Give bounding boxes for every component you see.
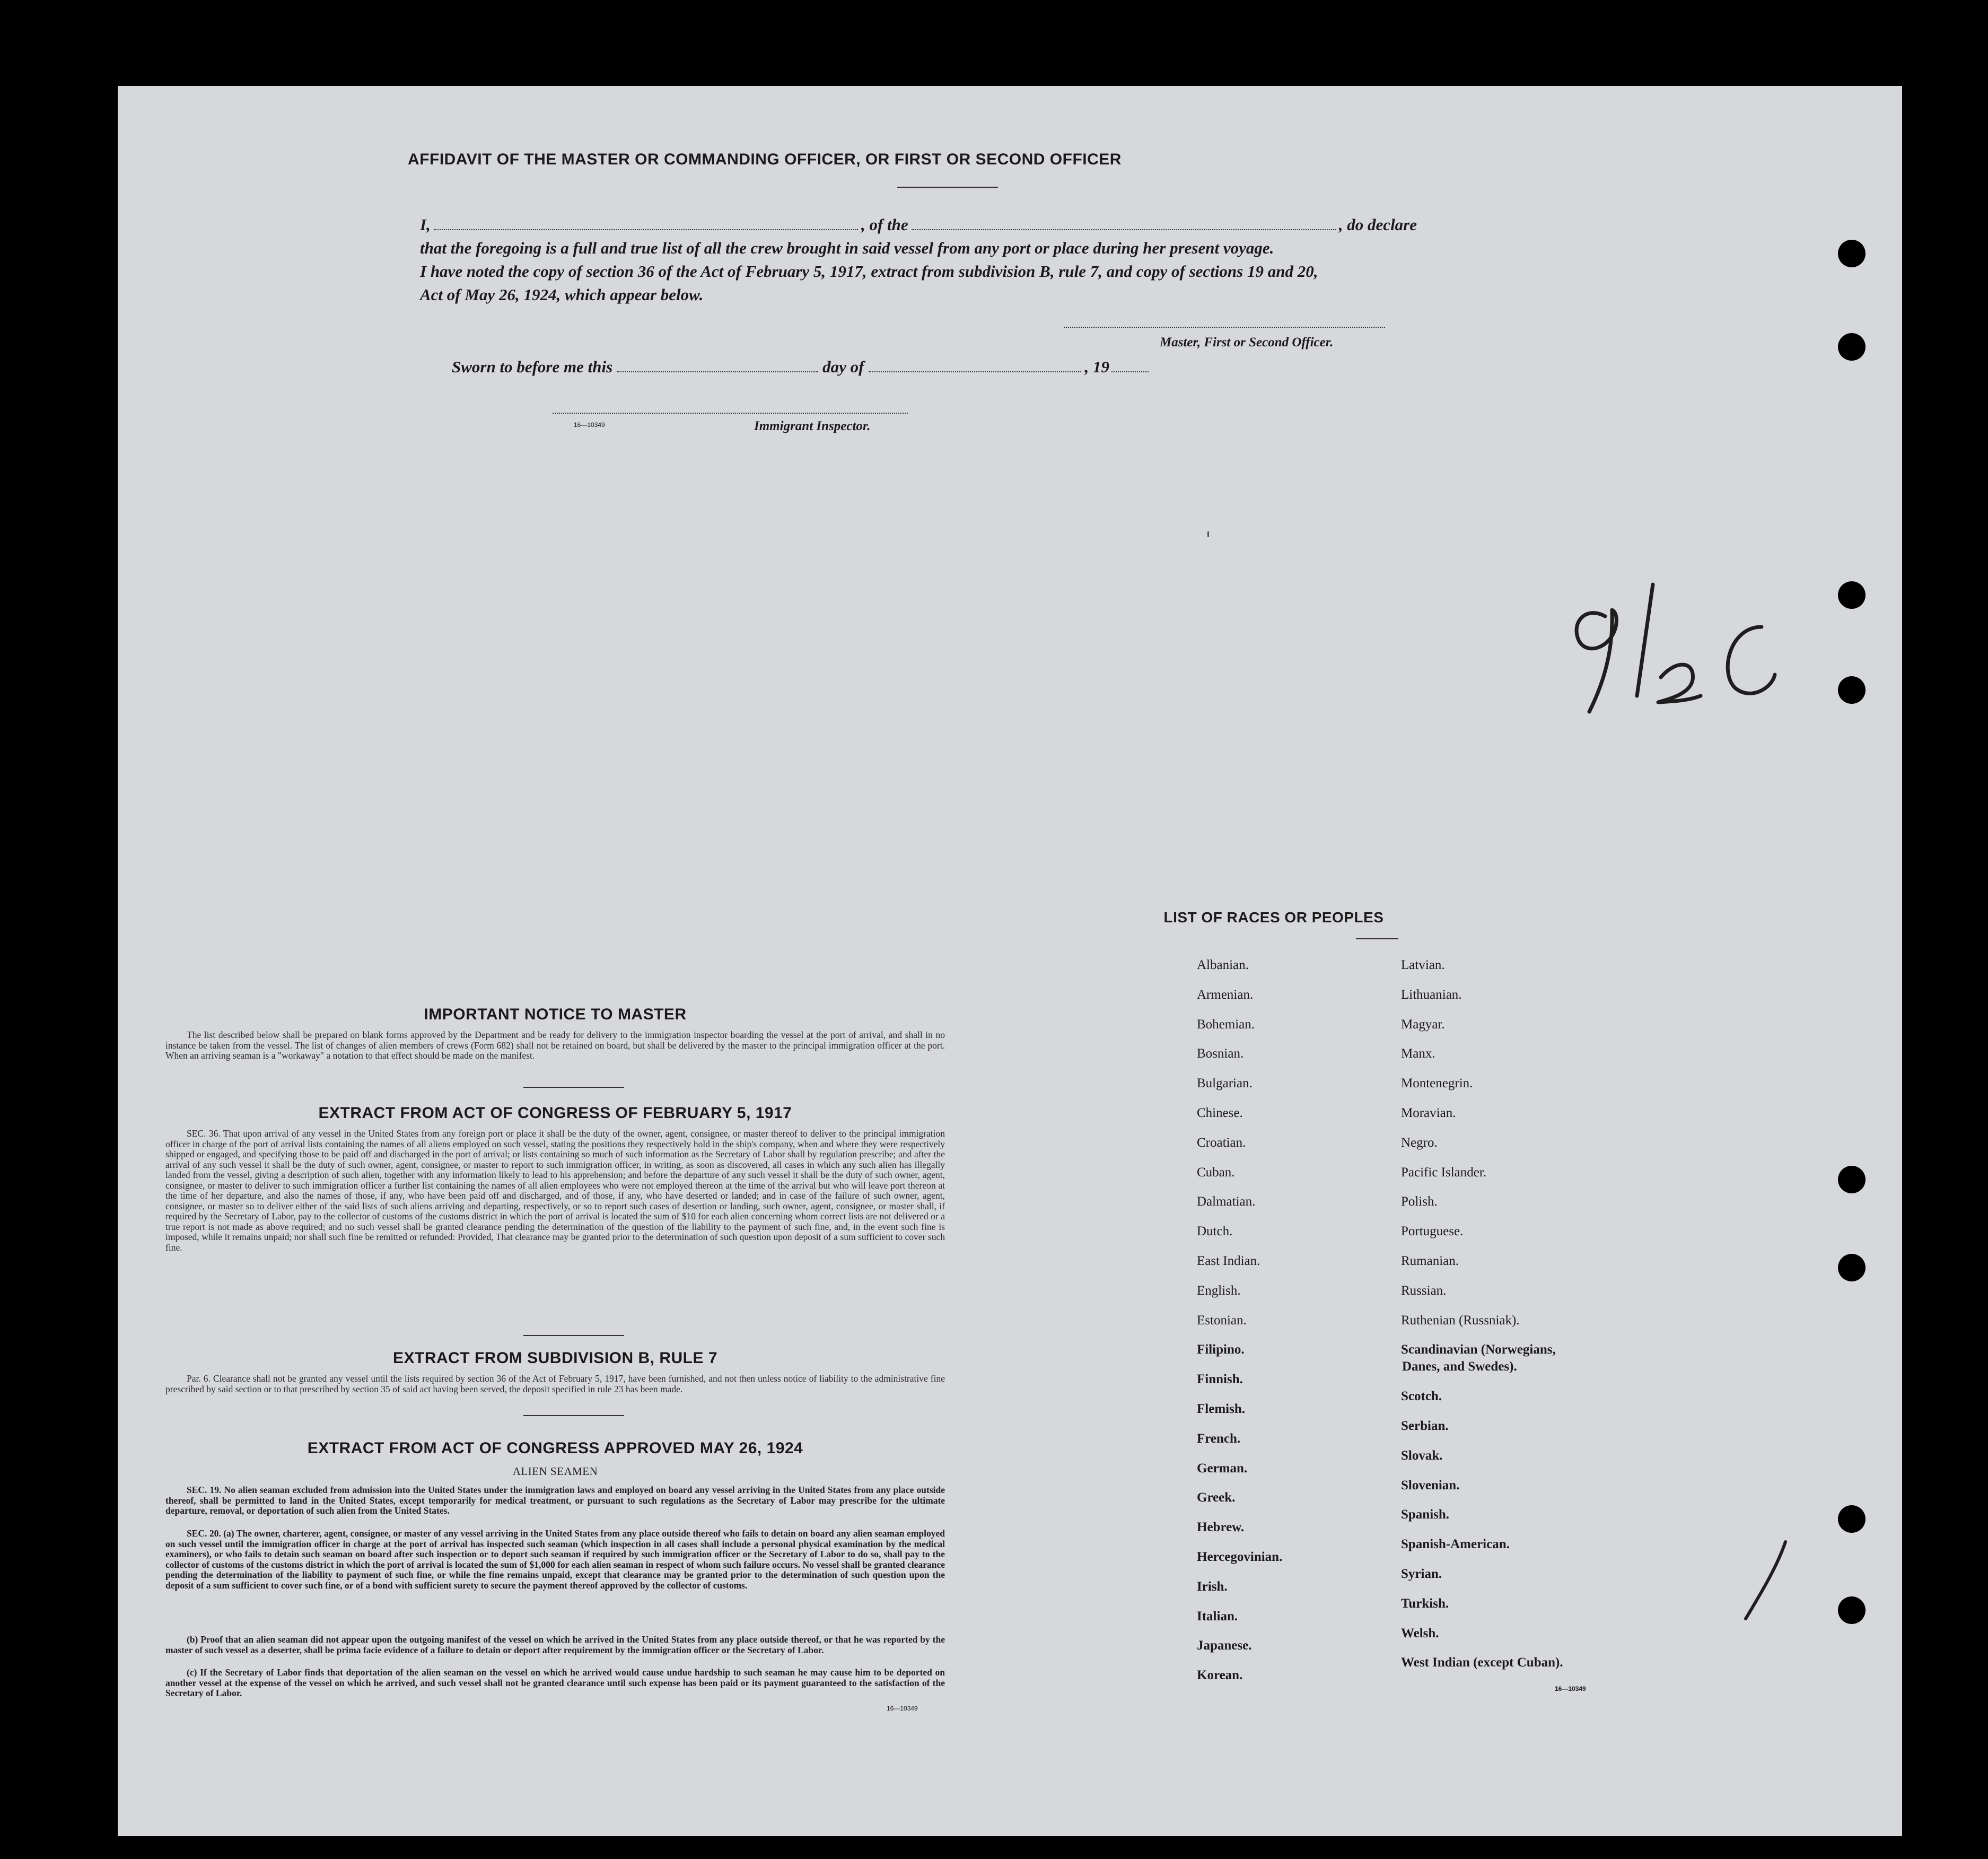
race-item: East Indian. bbox=[1197, 1254, 1260, 1268]
races-right-column bbox=[1401, 958, 1634, 1785]
punch-hole bbox=[1838, 1166, 1866, 1193]
title-divider bbox=[897, 187, 998, 188]
race-item: Estonian. bbox=[1197, 1313, 1247, 1328]
sec20b-text: (b) Proof that an alien seaman did not appear upon the outgoing manifest of the vessel on which he arrived in the United States from any place outside thereof, or that he was reported by the master of such vessel as a deserter, shall be prima facie evidence of a failure to detain or deport after requirement by the immigration officer or the Secretary of Labor. bbox=[165, 1634, 945, 1655]
race-item: Flemish. bbox=[1197, 1402, 1245, 1416]
races-title: LIST OF RACES OR PEOPLES bbox=[1163, 909, 1384, 926]
race-item: Chinese. bbox=[1197, 1106, 1243, 1120]
races-left-column bbox=[1197, 958, 1430, 1785]
race-item: German. bbox=[1197, 1461, 1248, 1476]
rule7-title: EXTRACT FROM SUBDIVISION B, RULE 7 bbox=[392, 1349, 718, 1367]
race-item: Portuguese. bbox=[1401, 1224, 1464, 1239]
races-divider bbox=[1356, 938, 1398, 939]
race-item: Polish. bbox=[1401, 1194, 1438, 1209]
race-item: Syrian. bbox=[1401, 1567, 1442, 1581]
race-item: Spanish-American. bbox=[1401, 1537, 1510, 1552]
sec19-text: SEC. 19. No alien seaman excluded from admission into the United States under the immigration laws and employed on board any vessel arriving in the United States from any place outside thereof, shall be permitted to land in the United States, except temporarily for medical treatment, or pursuant to such regulations as the Secretary of Labor may prescribe for the ultimate departure, removal, or deportation of such alien from the United States. bbox=[165, 1485, 945, 1516]
race-item: Russian. bbox=[1401, 1283, 1447, 1298]
races-form-number: 16—10349 bbox=[1555, 1685, 1586, 1692]
punch-hole bbox=[1838, 1596, 1866, 1624]
race-item: Slovak. bbox=[1401, 1448, 1443, 1463]
stray-mark bbox=[1207, 531, 1209, 537]
race-item: Welsh. bbox=[1401, 1626, 1439, 1640]
race-item: Irish. bbox=[1197, 1579, 1228, 1594]
race-item: Cuban. bbox=[1197, 1165, 1235, 1180]
affidavit-pronoun: I, bbox=[420, 215, 431, 234]
race-item: Ruthenian (Russniak). bbox=[1401, 1313, 1520, 1328]
race-item: Slovenian. bbox=[1401, 1478, 1460, 1493]
name-blank[interactable] bbox=[434, 217, 858, 230]
race-item: Filipino. bbox=[1197, 1342, 1245, 1357]
race-item: Armenian. bbox=[1197, 987, 1254, 1002]
master-signature-label: Master, First or Second Officer. bbox=[1160, 335, 1334, 350]
race-item: Finnish. bbox=[1197, 1372, 1243, 1387]
race-item: Montenegrin. bbox=[1401, 1076, 1473, 1091]
sworn-year-prefix: , 19 bbox=[1084, 357, 1109, 376]
sworn-year-blank[interactable] bbox=[1111, 360, 1149, 372]
sworn-text: Sworn to before me this bbox=[452, 357, 613, 376]
document-sheet bbox=[118, 86, 1902, 1836]
affidavit-line-4: Act of May 26, 1924, which appear below. bbox=[420, 285, 704, 304]
affidavit-of-the: , of the bbox=[861, 215, 908, 234]
race-item: Japanese. bbox=[1197, 1638, 1252, 1653]
affidavit-title: AFFIDAVIT OF THE MASTER OR COMMANDING OFFICER, OR FIRST OR SECOND OFFICER bbox=[408, 151, 1122, 168]
sec20c-text: (c) If the Secretary of Labor finds that deportation of the alien seaman on the vessel on which he arrived would cause undue hardship to such seaman he may cause him to be deported on another vessel at the expense of the vessel on which he arrived, and such vessel shall not be granted clearance until such expense has been paid or its payment guaranteed to the satisfaction of the Secretary of Labor. bbox=[165, 1667, 945, 1698]
extract-1917-title: EXTRACT FROM ACT OF CONGRESS OF FEBRUARY 5, 1917 bbox=[318, 1104, 792, 1122]
vessel-blank[interactable] bbox=[912, 217, 1336, 230]
extract-form-number: 16—10349 bbox=[887, 1705, 918, 1712]
sworn-day-of: day of bbox=[822, 357, 864, 376]
race-item: Greek. bbox=[1197, 1490, 1236, 1505]
race-item: Scandinavian (Norwegians, bbox=[1401, 1342, 1556, 1357]
race-item: Latvian. bbox=[1401, 958, 1445, 972]
race-item: Hercegovinian. bbox=[1197, 1550, 1283, 1564]
affidavit-form-number: 16—10349 bbox=[574, 421, 605, 429]
race-item: English. bbox=[1197, 1283, 1241, 1298]
extract-1924-title: EXTRACT FROM ACT OF CONGRESS APPROVED MAY 26, 1924 bbox=[307, 1439, 803, 1457]
race-item: Rumanian. bbox=[1401, 1254, 1459, 1268]
race-item: Bulgarian. bbox=[1197, 1076, 1253, 1091]
race-item: Dalmatian. bbox=[1197, 1194, 1256, 1209]
race-item: Bosnian. bbox=[1197, 1046, 1244, 1061]
punch-hole bbox=[1838, 1254, 1866, 1281]
extract-1917-text: SEC. 36. That upon arrival of any vessel in the United States from any foreign port or place it shall be the duty of the owner, agent, consignee, or master thereof to deliver to the principal immigration officer in charge of the port of arrival lists containing the names of all aliens employed on such vessel, stating the positions they respectively hold in the ship's company, when and where they were respectively shipped or engaged, and specifying those to be paid off and discharged in the port of arrival; or lists containing so much of such information as the Secretary of Labor shall by regulation prescribe; and after the arrival of any such vessel it shall be the duty of such owner, agent, consignee, or master to report to such immigration officer, in writing, as soon as discovered, all cases in which any such alien has illegally landed from the vessel, giving a description of such alien, together with any information likely to lead to his apprehension; and before the departure of any such vessel it shall be the duty of such owner, agent, consignee, or master to deliver to such immigration officer a further list containing the names of all alien employees who were not employed thereon at the time of the arrival but who will leave port thereon at the time of her departure, and also the names of those, if any, who have been paid off and discharged, and of those, if any, who have deserted or landed; and in case of the failure of such owner, agent, consignee, or master so to deliver either of the said lists of such aliens arriving and departing, respectively, or so to report such cases of desertion or landing, such owner, agent, consignee, or master shall, if required by the Secretary of Labor, pay to the collector of customs of the customs district in which the port of arrival is located the sum of $10 for each alien concerning whom correct lists are not delivered or a true report is not made as above required; and no such vessel shall be granted clearance pending the determination of the question of the liability to the payment of such fine, and, in the event such fine is imposed, while it remains unpaid; nor shall such fine be remitted or refunded: Provided, That clearance may be granted prior to the determination of such question upon deposit of a sum sufficient to cover such fine. bbox=[165, 1128, 945, 1253]
affidavit-declare: , do declare bbox=[1338, 215, 1417, 234]
race-item: Scotch. bbox=[1401, 1389, 1442, 1404]
race-item: Spanish. bbox=[1401, 1507, 1450, 1522]
sworn-month-blank[interactable] bbox=[869, 360, 1081, 372]
master-signature-line[interactable] bbox=[1064, 327, 1385, 328]
race-item: Italian. bbox=[1197, 1609, 1238, 1624]
race-item: Bohemian. bbox=[1197, 1017, 1255, 1032]
race-item: Albanian. bbox=[1197, 958, 1249, 972]
race-item: West Indian (except Cuban). bbox=[1401, 1655, 1563, 1670]
affidavit-line-1 bbox=[420, 213, 1417, 237]
race-item: Moravian. bbox=[1401, 1106, 1456, 1120]
race-item: Danes, and Swedes). bbox=[1402, 1359, 1517, 1374]
notice-divider bbox=[523, 1087, 624, 1088]
race-item: Magyar. bbox=[1401, 1017, 1445, 1032]
notice-title: IMPORTANT NOTICE TO MASTER bbox=[424, 1006, 687, 1023]
punch-hole bbox=[1838, 581, 1866, 609]
alien-seamen-heading: ALIEN SEAMEN bbox=[512, 1465, 598, 1478]
punch-hole bbox=[1838, 1505, 1866, 1533]
sworn-line bbox=[452, 357, 1300, 377]
race-item: Serbian. bbox=[1401, 1419, 1449, 1433]
race-item: Dutch. bbox=[1197, 1224, 1233, 1239]
rule7-divider bbox=[523, 1415, 624, 1416]
race-item: Korean. bbox=[1197, 1668, 1243, 1683]
race-item: Hebrew. bbox=[1197, 1520, 1245, 1535]
extract-1917-divider bbox=[523, 1335, 624, 1336]
sworn-day-blank[interactable] bbox=[617, 360, 818, 372]
affidavit-line-3: I have noted the copy of section 36 of the Act of February 5, 1917, extract from subdivision B, rule 7, and copy of sections 19 and 20, bbox=[420, 262, 1318, 281]
inspector-signature-line[interactable] bbox=[553, 413, 908, 414]
punch-hole bbox=[1838, 240, 1866, 267]
race-item: Pacific Islander. bbox=[1401, 1165, 1487, 1180]
notice-text: The list described below shall be prepared on blank forms approved by the Department and be ready for delivery to the immigration inspector boarding the vessel at the port of arrival, and shall in no instance be taken from the vessel. The list of changes of alien members of crews (Form 682) shall not be retained on board, but shall be delivered by the master to the principal immigration officer at the port. When an arriving seaman is a "workaway" a notation to that effect should be made on the manifest. bbox=[165, 1029, 945, 1061]
affidavit-line-2: that the foregoing is a full and true list of all the crew brought in said vessel from any port or place during her present voyage. bbox=[420, 239, 1274, 257]
inspector-label: Immigrant Inspector. bbox=[754, 419, 871, 433]
punch-hole bbox=[1838, 333, 1866, 361]
handwritten-tick bbox=[1735, 1534, 1799, 1629]
rule7-text: Par. 6. Clearance shall not be granted any vessel until the lists required by section 36 of the Act of February 5, 1917, have been furnished, and not then unless notice of liability to the administrative fine prescribed by said section or to that prescribed by section 35 of said act having been served, the deposit specified in rule 23 has been made. bbox=[165, 1373, 945, 1394]
race-item: French. bbox=[1197, 1431, 1241, 1446]
race-item: Lithuanian. bbox=[1401, 987, 1462, 1002]
race-item: Turkish. bbox=[1401, 1596, 1449, 1611]
race-item: Croatian. bbox=[1197, 1135, 1246, 1150]
punch-hole bbox=[1838, 676, 1866, 704]
race-item: Manx. bbox=[1401, 1046, 1435, 1061]
affidavit-body bbox=[420, 213, 1417, 307]
race-item: Negro. bbox=[1401, 1135, 1438, 1150]
sec20a-text: SEC. 20. (a) The owner, charterer, agent, consignee, or master of any vessel arriving in the United States from any place outside thereof who fails to detain on board any alien seaman employed on such vessel until the immigration officer in charge at the port of arrival has inspected such seaman (which inspection in all cases shall include a personal physical examination by the medical examiners), or who fails to detain such seaman on board after such inspection or to deport such seaman if required by such immigration officer or the Secretary of Labor to do so, shall pay to the collector of customs of the customs district in which the port of arrival is located the sum of $1,000 for each alien seaman in respect of whom such failure occurs. No vessel shall be granted clearance pending the determination of the liability to payment of such fine, or while the fine remains unpaid, except that clearance may be granted prior to the determination of such question upon the deposit of a sum sufficient to cover such fine, or of a bond with sufficient surety to secure the payment thereof approved by the collector of customs. bbox=[165, 1528, 945, 1591]
